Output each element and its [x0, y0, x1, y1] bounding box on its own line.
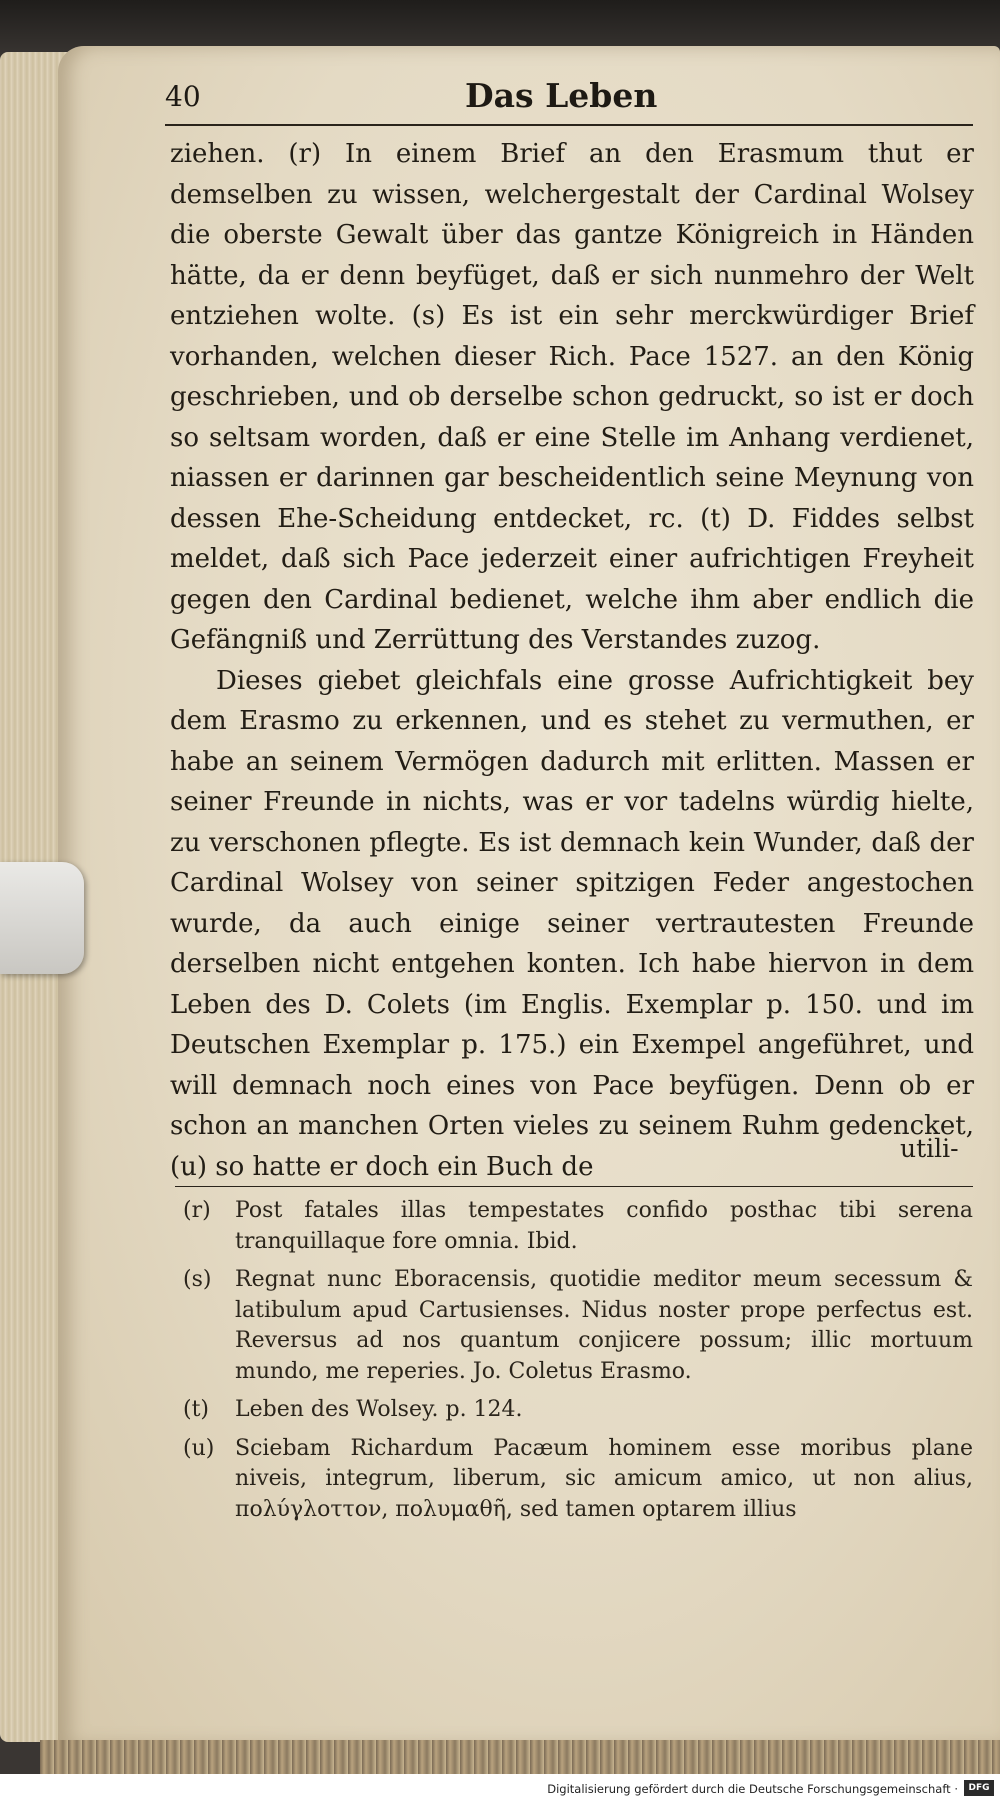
footnote-t: [183, 1395, 973, 1426]
footnote-text: Sciebam Richardum Pacæum hominem esse moribus plane niveis, integrum, liberum, sic amicum amico, ut non alius, πολύγλοττον, πολυμαθῆ, sed tamen optarem illius: [235, 1435, 973, 1522]
header-rule: [165, 124, 973, 126]
footnotes: [183, 1196, 973, 1533]
footnote-marker: (u): [183, 1435, 215, 1461]
credit-text: Digitalisierung gefördert durch die Deutsche Forschungsgemeinschaft ·: [547, 1782, 958, 1796]
paragraph-1: ziehen. (r) In einem Brief an den Erasmum thut er demselben zu wissen, welchergestalt der Cardinal Wolsey die oberste Gewalt über das gantze Königreich in Händen hätte, da er denn beyfüget, daß er sich nunmehro der Welt entziehen wolte. (s) Es ist ein sehr merckwürdiger Brief vorhanden, welchen dieser Rich. Pace 1527. an den König geschrieben, und ob derselbe schon gedruckt, so ist er doch so seltsam worden, daß er eine Stelle im Anhang verdienet, niassen er darinnen gar bescheidentlich seine Meynung von dessen Ehe-Scheidung entdecket, rc. (t) D. Fiddes selbst meldet, daß sich Pace jederzeit einer aufrichtigen Freyheit gegen den Cardinal bedienet, welche ihm aber endlich die Gefängniß und Zerrüttung des Verstandes zuzog.: [170, 139, 974, 655]
catchword: utili-: [900, 1134, 959, 1163]
footnote-text: Leben des Wolsey. p. 124.: [235, 1397, 523, 1422]
footnote-marker: (s): [183, 1267, 212, 1292]
running-title: Das Leben: [465, 76, 658, 115]
page-header: [165, 76, 973, 120]
footnote-rule: [175, 1186, 973, 1187]
page-bottom-edge: [40, 1740, 1000, 1774]
footnote-text: Regnat nunc Eboracensis, quotidie meditor meum secessum & latibulum apud Cartusienses. Nidus noster prope perfectus est. Reversus ad nos quantum conjicere possum; illic mortuum mundo, me reperies. Jo. Coletus Erasmo.: [235, 1267, 973, 1384]
page-number: 40: [165, 80, 201, 113]
footnote-marker: (r): [183, 1198, 211, 1223]
main-text: [170, 134, 974, 1187]
paragraph-2: Dieses giebet gleichfals eine grosse Aufrichtigkeit bey dem Erasmo zu erkennen, und es stehet zu vermuthen, er habe an seinem Vermögen dadurch mit erlitten. Massen er seiner Freunde in nichts, was er vor tadelns würdig hielte, zu verschonen pflegte. Es ist demnach kein Wunder, daß der Cardinal Wolsey von seiner spitzigen Feder angestochen wurde, da auch einige seiner vertrautesten Freunde derselben nicht entgehen konten. Ich habe hiervon in dem Leben des D. Colets (im Englis. Exemplar p. 150. und im Deutschen Exemplar p. 175.) ein Exempel angeführet, und will demnach noch eines von Pace beyfügen. Denn ob er schon an manchen Orten vieles zu seinem Ruhm gedencket, (u) so hatte er doch ein Buch de: [170, 665, 974, 1182]
book-clip: [0, 862, 84, 974]
footnote-r: [183, 1196, 973, 1257]
footnote-u: [183, 1434, 973, 1526]
footnote-marker: (t): [183, 1397, 210, 1422]
footnote-text: Post fatales illas tempestates confido posthac tibi serena tranquillaque fore omnia. Ibid.: [235, 1198, 973, 1254]
footnote-s: [183, 1265, 973, 1387]
dfg-logo: DFG: [964, 1780, 994, 1796]
